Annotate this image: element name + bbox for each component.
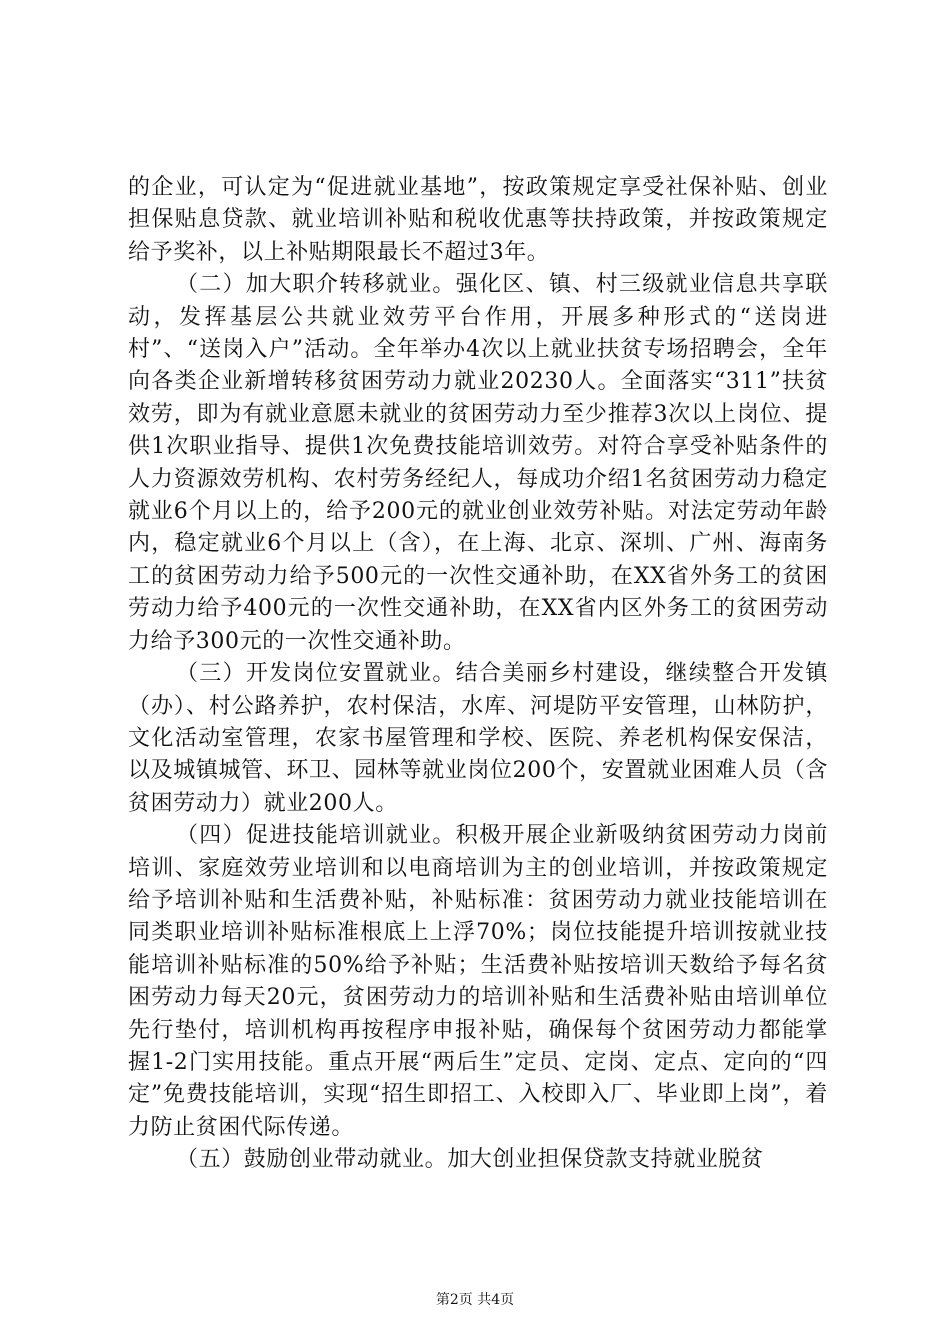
paragraph-section-4: （四）促进技能培训就业。积极开展企业新吸纳贫困劳动力岗前培训、家庭效劳业培训和以电商培训为主的创业培训，并按政策规定给予培训补贴和生活费补贴，补贴标准：贫困劳动力就业技能培训在同类职业培训补贴标准根底上上浮70%；岗位技能提升培训按就业技能培训补贴标准的50%给予补贴；生活费补贴按培训天数给予每名贫困劳动力每天20元，贫困劳动力的培训补贴和生活费补贴由培训单位先行垫付，培训机构再按程序申报补贴，确保每个贫困劳动力都能掌握1-2门实用技能。重点开展“两后生”定员、定岗、定点、定向的“四定”免费技能培训，实现“招生即招工、入校即入厂、毕业即上岗”，着力防止贫困代际传递。 <box>128 823 828 1140</box>
page-footer: 第2页 共4页 <box>435 1292 515 1308</box>
paragraph-section-5: （五）鼓励创业带动就业。加大创业担保贷款支持就业脱贫 <box>176 1147 764 1173</box>
paragraph-continuation: 的企业，可认定为“促进就业基地”，按政策规定享受社保补贴、创业担保贴息贷款、就业培训补贴和税收优惠等扶持政策，并按政策规定给予奖补，以上补贴期限最长不超过3年。 <box>128 175 828 265</box>
document-body <box>128 172 828 1177</box>
paragraph-section-2: （二）加大职介转移就业。强化区、镇、村三级就业信息共享联动，发挥基层公共就业效劳平台作用，开展多种形式的“送岗进村”、“送岗入户”活动。全年举办4次以上就业扶贫专场招聘会，全年向各类企业新增转移贫困劳动力就业20230人。全面落实“311”扶贫效劳，即为有就业意愿未就业的贫困劳动力至少推荐3次以上岗位、提供1次职业指导、提供1次免费技能培训效劳。对符合享受补贴条件的人力资源效劳机构、农村劳务经纪人，每成功介绍1名贫困劳动力稳定就业6个月以上的，给予200元的就业创业效劳补贴。对法定劳动年龄内，稳定就业6个月以上（含），在上海、北京、深圳、广州、海南务工的贫困劳动力给予500元的一次性交通补助，在XX省外务工的贫困劳动力给予400元的一次性交通补助，在XX省内区外务工的贫困劳动力给予300元的一次性交通补助。 <box>128 272 828 654</box>
paragraph-section-3: （三）开发岗位安置就业。结合美丽乡村建设，继续整合开发镇（办）、村公路养护，农村保洁，水库、河堤防平安管理，山林防护，文化活动室管理，农家书屋管理和学校、医院、养老机构保安保洁，以及城镇城管、环卫、园林等就业岗位200个，安置就业困难人员（含贫困劳动力）就业200人。 <box>128 661 828 816</box>
